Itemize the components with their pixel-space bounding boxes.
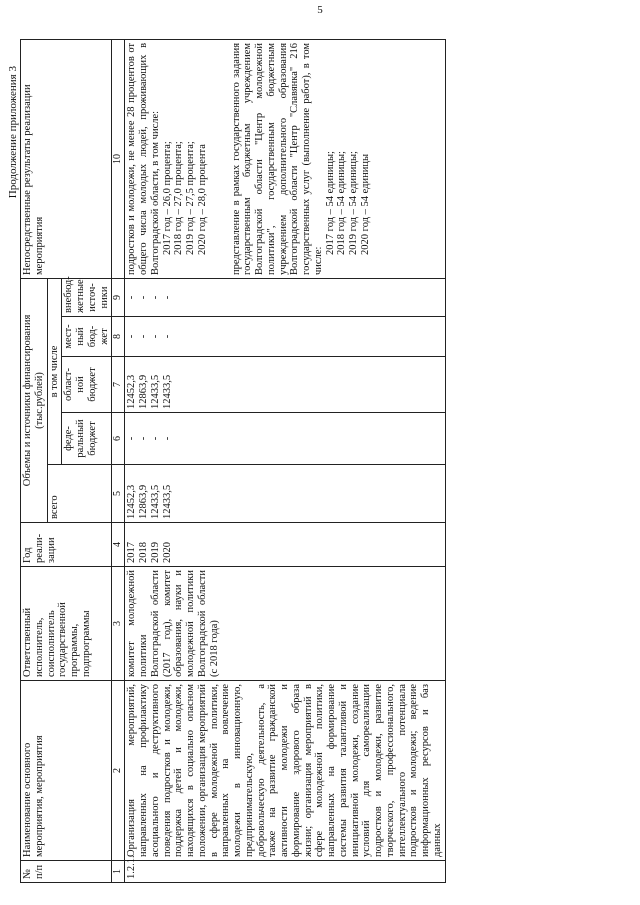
regional-values: 12452,3 12863,9 12433,5 12433,5 (125, 357, 445, 413)
header-responsible: Ответственный исполнитель, соисполнитель государственной программы, подпрограммы (21, 567, 112, 681)
year-values: 2017 2018 2019 2020 (125, 523, 445, 567)
result-years-1: 2017 год – 26,0 процента; 2018 год – 27,0 процента; 2019 год – 27,5 процента; 2020 год – 28,0 процента (161, 141, 208, 255)
header-local: мест- ный бюд- жет (62, 317, 112, 357)
header-total: всего (47, 465, 112, 523)
column-number: 6 (112, 413, 125, 465)
results-cell (125, 39, 445, 278)
program-table (20, 39, 446, 883)
header-regional: област- ной бюджет (62, 357, 112, 413)
header-year: Год реали- зации (21, 523, 112, 567)
local-values: - - - - (125, 317, 445, 357)
header-results: Непосредственные результаты реализации мероприятия (21, 39, 112, 278)
column-number: 5 (112, 465, 125, 523)
table-row (125, 39, 445, 882)
header-federal: феде- ральный бюджет (62, 413, 112, 465)
row-number: 1.2.1. (125, 861, 445, 883)
column-number: 10 (112, 39, 125, 278)
header-activity: Наименование основного мероприятия, мероприятия (21, 681, 112, 861)
header-funding: Объемы и источники финансирования (тыс.рублей) (21, 278, 48, 522)
activity-text: Организация мероприятий, направленных на профилактику асоциального и деструктивного поведения подростков и молодежи, поддержка детей и молодежи, находящихся в социально опасном положении, организация мероприятий в сфере молодежной политики, направленных на вовлечение молодежи в инновационную, предпринимательскую, добровольческую деятельность, а также на развитие гражданской активности молодежи и формирование здорового образа жизни; организация мероприятий в сфере молодежной политики, направленных на формирование системы развития талантливой и инициативной молодежи, создание условий для самореализации подростков и молодежи, развитие творческого, профессионального, интеллектуального потенциала подростков и молодежи; ведение информационных ресурсов и баз данных (125, 681, 445, 861)
header-number: № п/п (21, 861, 112, 883)
column-number: 3 (112, 567, 125, 681)
result-text-1: подростков и молодежи, не менее 28 процентов от общего числа молодых людей, проживающих в Волгоградской области, в том числе: (126, 42, 161, 275)
column-number: 9 (112, 278, 125, 316)
result-text-2: представление в рамках государственного задания государственным бюджетным учреждением Волгоградской области "Центр молодежной политики", государственным бюджетным учреждением дополнительного образования Волгоградской области "Центр "Славянка" 216 государственных услуг (выполнение работ), в том числе: (230, 42, 324, 275)
column-number: 7 (112, 357, 125, 413)
column-number: 2 (112, 681, 125, 861)
offbudget-values: - - - - (125, 278, 445, 316)
header-offbudget: внебюд- жетные источ- ники (62, 278, 112, 316)
column-number: 8 (112, 317, 125, 357)
continuation-label: Продолжение приложения 3 (7, 66, 19, 199)
result-years-2: 2017 год – 54 единицы; 2018 год – 54 единицы; 2019 год – 54 единицы; 2020 год – 54 единицы (324, 151, 371, 255)
column-number: 4 (112, 523, 125, 567)
federal-values: - - - - (125, 413, 445, 465)
total-values: 12452,3 12863,9 12433,5 12433,5 (125, 465, 445, 523)
column-number: 1 (112, 861, 125, 883)
page-number: 5 (317, 4, 323, 16)
responsible-text: комитет молодежной политики Волгоградской области (2017 год), комитет образования, науки и молодежной политики Волгоградской области (с 2018 года) (125, 567, 445, 681)
header-including: в том числе (47, 278, 62, 464)
